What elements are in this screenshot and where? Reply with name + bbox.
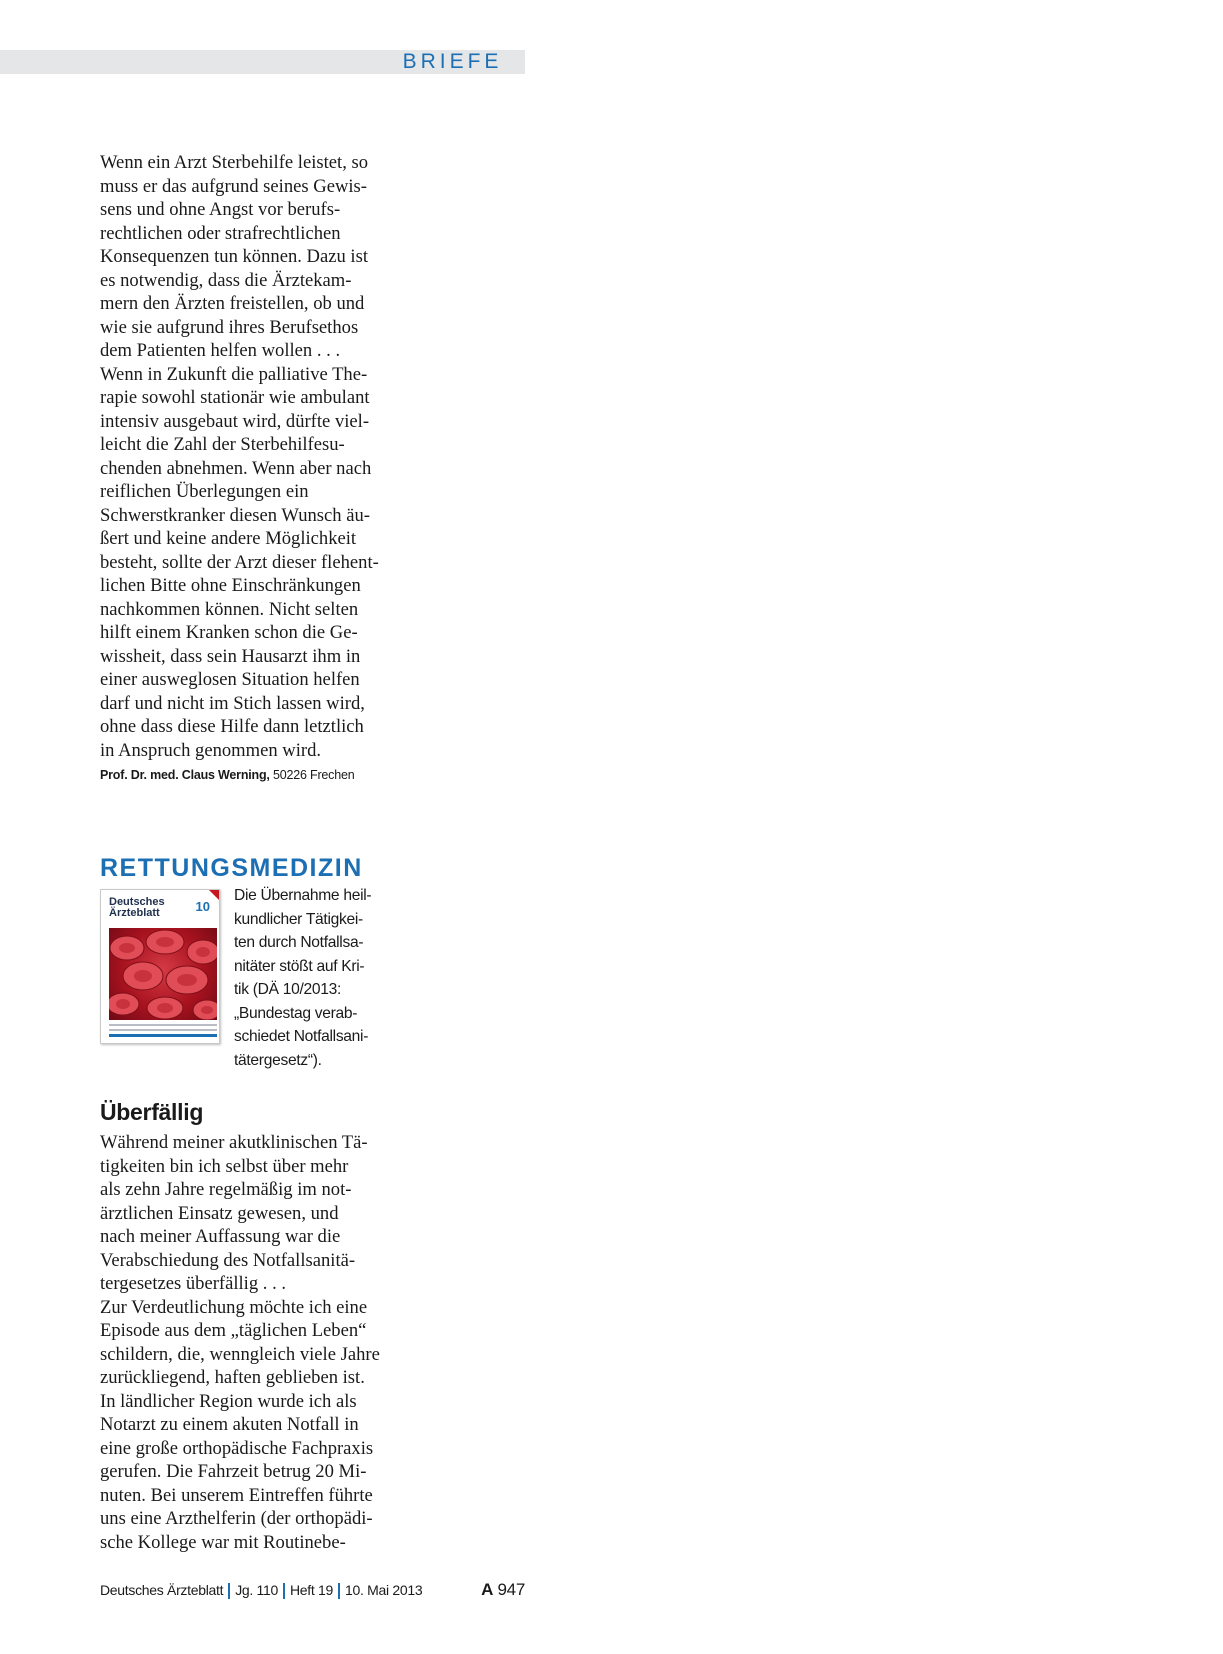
footer-journal: Deutsches Ärzteblatt [100, 1582, 224, 1598]
page-number [481, 1580, 525, 1600]
teaser-text: Die Übernahme heil- kundlicher Tätigkei- ten durch Notfallsa- nitäter stößt auf Kri- tik (DÄ 10/2013: „Bundestag verab- schiedet Notfallsani- tätergesetz“). [234, 887, 372, 1069]
footer-date: 10. Mai 2013 [345, 1582, 423, 1598]
cover-issue-number: 10 [195, 899, 210, 914]
letter-1 [100, 151, 383, 782]
footer-issue: Heft 19 [289, 1582, 334, 1598]
footer-separator [338, 1583, 340, 1599]
magazine-cover-image [100, 889, 220, 1044]
cover-corner-mark [209, 890, 219, 900]
footer-separator [283, 1583, 285, 1599]
section-header-bar [0, 50, 525, 74]
cover-title: Deutsches Ärzteblatt [109, 896, 165, 919]
footer-separator [228, 1583, 230, 1599]
letter-1-author: Prof. Dr. med. Claus Werning, [100, 768, 270, 782]
letter-2-title: Überfällig [100, 1099, 204, 1125]
page-footer [100, 1580, 525, 1600]
letter-1-body: Wenn ein Arzt Sterbehilfe leistet, so muss er das aufgrund seines Gewis- sens und ohne Angst vor berufs- rechtlichen oder strafrechtlichen Konsequenzen tun können. Dazu ist es notwendig, dass die Ärztekam- mern den Ärzten freistellen, ob und wie sie aufgrund ihres Berufsethos dem Patienten helfen wollen . . . Wenn in Zukunft die palliative The- rapie sowohl stationär wie ambulant intensiv ausgebaut wird, dürfte viel- leicht die Zahl der Sterbehilfesu- chenden abnehmen. Wenn aber nach reiflichen Überlegungen ein Schwerstkranker diesen Wunsch äu- ßert und keine andere Möglichkeit besteht, sollte der Arzt dieser flehent- lichen Bitte ohne Einschränkungen nachkommen können. Nicht selten hilft einem Kranken schon die Ge- wissheit, dass sein Hausarzt ihm in einer ausweglosen Situation helfen darf und nicht im Stich lassen wird, ohne dass diese Hilfe dann letztlich in Anspruch genommen wird. [100, 152, 379, 761]
footer-volume: Jg. 110 [235, 1582, 278, 1598]
section-header-label: BRIEFE [402, 50, 503, 73]
blood-cells-illustration [109, 928, 217, 1020]
letter-2 [100, 1131, 383, 1554]
letter-1-signature [100, 768, 383, 782]
letter-2-body: Während meiner akutklinischen Tä- tigkeiten bin ich selbst über mehr als zehn Jahre regelmäßig im not- ärztlichen Einsatz gewesen, und nach meiner Auffassung war die Verabschiedung des Notfallsanitä- tergesetzes überfällig . . . Zur Verdeutlichung möchte ich eine Episode aus dem „täglichen Leben“ schildern, die, wenngleich viele Jahre zurückliegend, haften geblieben ist. In ländlicher Region wurde ich als Notarzt zu einem akuten Notfall in eine große orthopädische Fachpraxis gerufen. Die Fahrzeit betrug 20 Mi- nuten. Bei unserem Eintreffen führte uns eine Arzthelferin (der orthopädi- sche Kollege war mit Routinebe- [100, 1132, 380, 1553]
section-heading: RETTUNGSMEDIZIN [100, 854, 363, 882]
page-number-value: 947 [497, 1580, 525, 1599]
letter-1-place: 50226 Frechen [269, 768, 355, 782]
cover-text-lines [109, 1024, 217, 1040]
page-number-prefix: A [481, 1580, 494, 1599]
